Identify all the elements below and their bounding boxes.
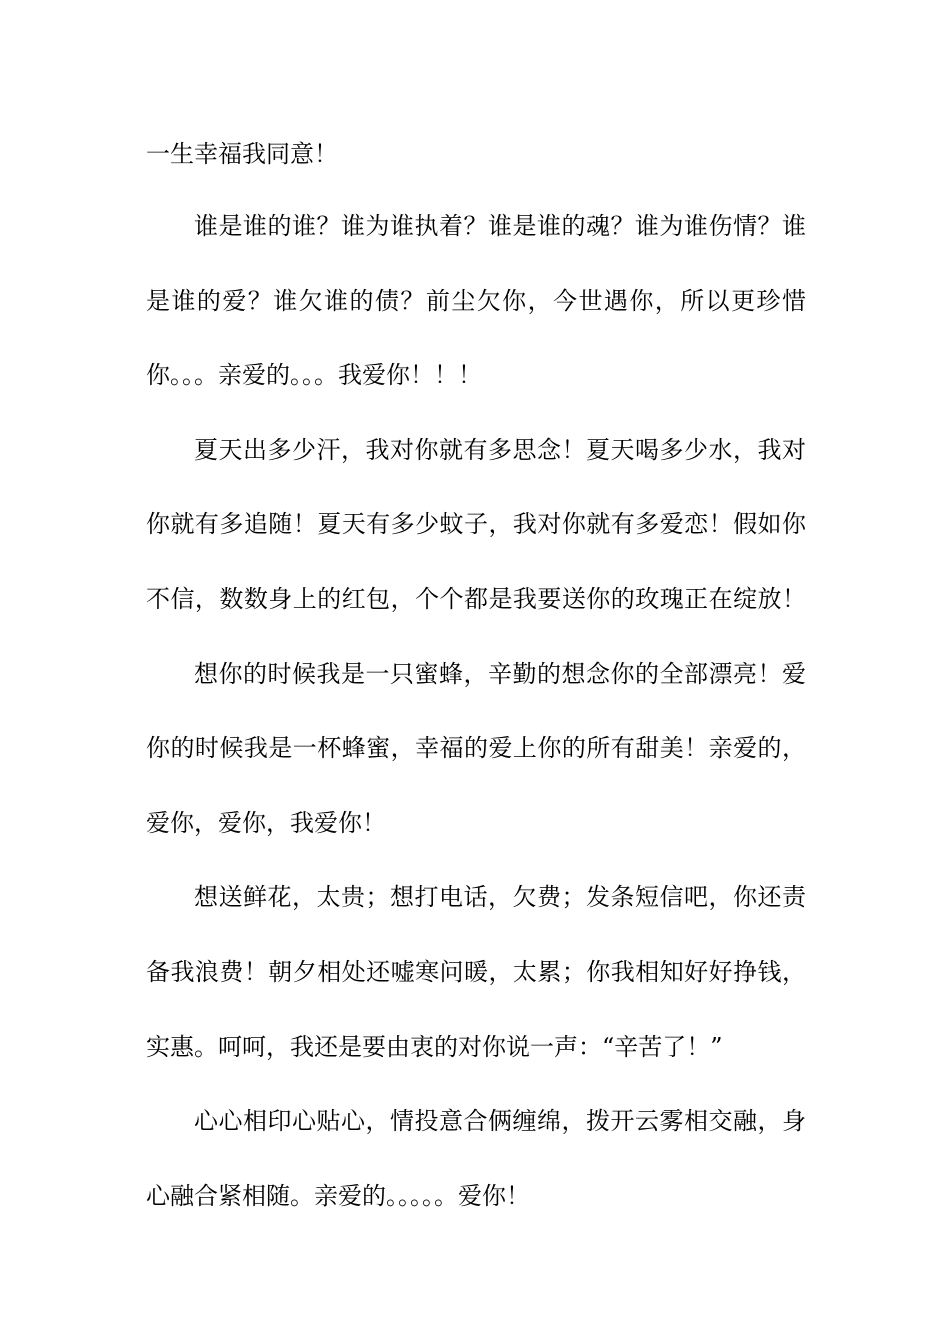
- text-line: 爱你，爱你，我爱你！: [146, 809, 386, 837]
- text-line: 你。。。亲爱的。。。我爱你！！！: [146, 361, 482, 389]
- text-line: 心融合紧相随。亲爱的。。。。。爱你！: [146, 1182, 530, 1210]
- paragraph-first-line: 心心相印心贴心，情投意合俩缠绵，拨开云雾相交融，身: [194, 1107, 806, 1135]
- text-line: 你就有多追随！夏天有多少蚊子，我对你就有多爱恋！假如你: [146, 510, 806, 538]
- text-line: 你的时候我是一杯蜂蜜，幸福的爱上你的所有甜美！亲爱的，: [146, 734, 806, 762]
- text-line: 一生幸福我同意！: [146, 140, 338, 168]
- text-line: 不信，数数身上的红包，个个都是我要送你的玫瑰正在绽放！: [146, 585, 806, 613]
- text-line: 是谁的爱？谁欠谁的债？前尘欠你，今世遇你，所以更珍惜: [146, 287, 806, 315]
- paragraph-first-line: 想你的时候我是一只蜜蜂，辛勤的想念你的全部漂亮！爱: [194, 660, 806, 688]
- paragraph-first-line: 谁是谁的谁？谁为谁执着？谁是谁的魂？谁为谁伤情？谁: [194, 212, 806, 240]
- text-line: 实惠。呵呵，我还是要由衷的对你说一声：“辛苦了！”: [146, 1033, 723, 1061]
- text-line: 备我浪费！朝夕相处还嘘寒问暖，太累；你我相知好好挣钱，: [146, 958, 806, 986]
- paragraph-first-line: 夏天出多少汗，我对你就有多思念！夏天喝多少水，我对: [194, 436, 806, 464]
- paragraph-first-line: 想送鲜花，太贵；想打电话，欠费；发条短信吧，你还责: [194, 883, 806, 911]
